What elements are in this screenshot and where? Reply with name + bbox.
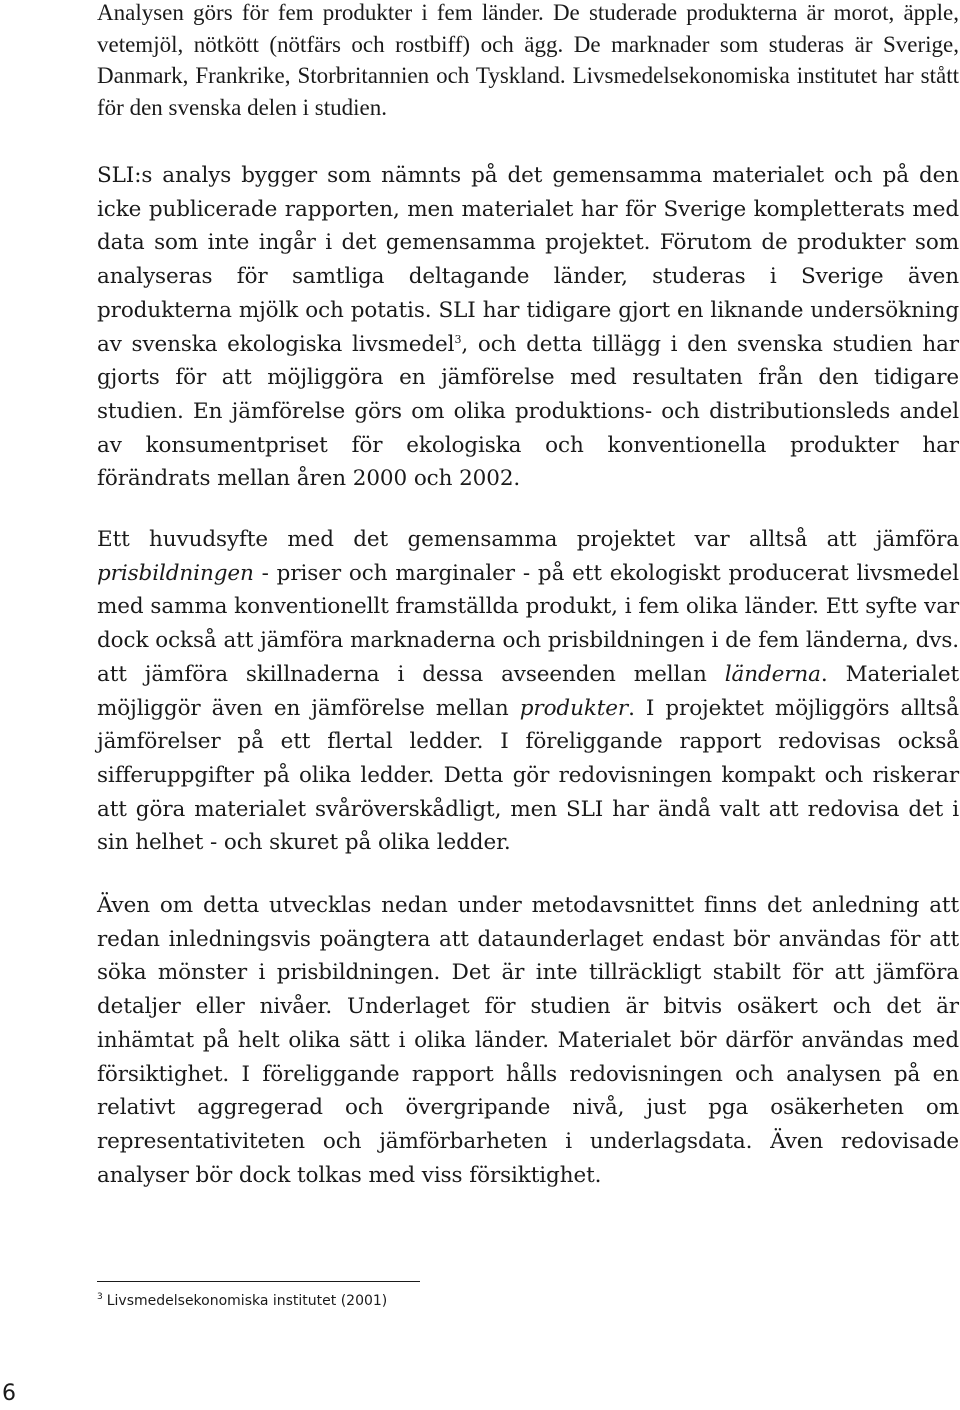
- paragraph-main-purpose-part-1: Ett huvudsyfte med det gemensamma projektet var alltså att jämföra: [97, 527, 959, 552]
- emphasis-landerna: länderna: [724, 661, 821, 687]
- footnote-marker: 3: [97, 1292, 103, 1303]
- emphasis-prisbildningen: prisbildningen: [97, 560, 254, 586]
- emphasis-produkter: produkter: [519, 695, 629, 721]
- paragraph-main-purpose-part-2: - priser och marginaler - på ett ekologiskt producerat livsmedel med samma konventionellt framställda produkt, i fem olika länder. Ett syfte var dock också att jämföra marknaderna och prisbildningen i de fem länderna, dvs. att jämföra skillnaderna i dessa avseenden mellan: [97, 560, 959, 687]
- footnote: [97, 1293, 387, 1309]
- page-number: 6: [2, 1381, 16, 1406]
- paragraph-sli-analysis-part-1: SLI:s analys bygger som nämnts på det gemensamma materialet och på den icke publicerade rapporten, men materialet har för Sverige kompletterats med data som inte ingår i det gemensamma projektet. Förutom de produkter som analyseras för samtliga deltagande länder, studeras i Sverige även produkterna mjölk och potatis. SLI har tidigare gjort en liknande undersökning av svenska ekologiska livsmedel: [97, 163, 959, 357]
- paragraph-sli-analysis: [97, 159, 959, 496]
- paragraph-main-purpose: [97, 523, 959, 860]
- paragraph-sli-analysis-part-2: , och detta tillägg i den svenska studien har gjorts för att möjliggöra en jämförelse med resultaten från den tidigare studien. En jämförelse görs om olika produktions- och distributionsleds andel av konsumentpriset för ekologiska och konventionella produkter har förändrats mellan åren 2000 och 2002.: [97, 331, 959, 492]
- paragraph-main-purpose-part-4: . I projektet möjliggörs alltså jämförelser på ett flertal ledder. I föreliggande rapport redovisas också sifferuppgifter på olika ledder. Detta gör redovisningen kompakt och riskerar att göra materialet svåröverskådligt, men SLI har ändå valt att redovisa det i sin helhet - och skuret på olika ledder.: [97, 695, 959, 856]
- footnote-text: Livsmedelsekonomiska institutet (2001): [106, 1293, 388, 1309]
- footnote-divider: [97, 1281, 420, 1282]
- footnote-reference[interactable]: 3: [454, 332, 462, 346]
- paragraph-main-purpose-part-3: . Materialet möjliggör även en jämförelse mellan: [97, 661, 959, 721]
- paragraph-intro: Analysen görs för fem produkter i fem länder. De studerade produkterna är morot, äpple, vetemjöl, nötkött (nötfärs och rostbiff) och ägg. De marknader som studeras är Sverige, Danmark, Frankrike, Storbritannien och Tyskland. Livsmedelsekonomiska institutet har stått för den svenska delen i studien.: [97, 0, 959, 120]
- paragraph-data-caveat: Även om detta utvecklas nedan under metodavsnittet finns det anledning att redan inledningsvis poängtera att dataunderlaget endast bör användas för att söka mönster i prisbildningen. Det är inte tillräckligt stabilt för att jämföra detaljer eller nivåer. Underlaget för studien är bitvis osäkert och det är inhämtat på helt olika sätt i olika länder. Materialet bör därför användas med försiktighet. I föreliggande rapport hålls redovisningen och analysen på en relativt aggregerad och övergripande nivå, just pga osäkerheten om representativiteten och jämförbarheten i underlagsdata. Även redovisade analyser bör dock tolkas med viss försiktighet.: [97, 893, 959, 1188]
